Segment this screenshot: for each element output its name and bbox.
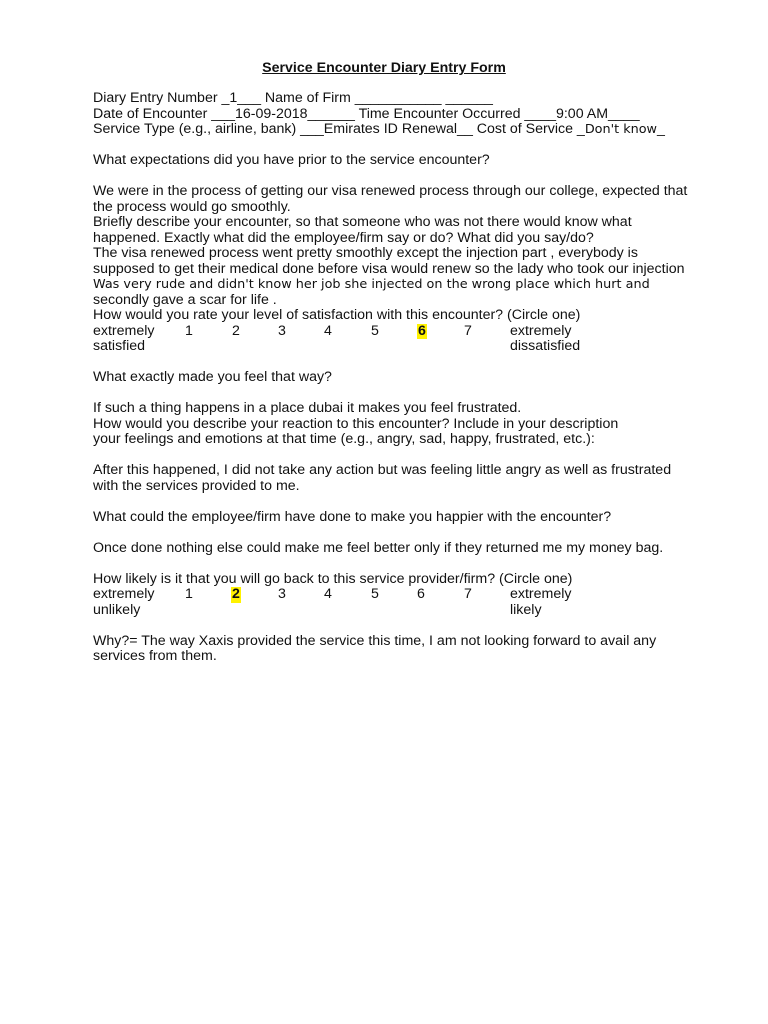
question-reaction-2: your feelings and emotions at that time (e.g., angry, sad, happy, frustrated, etc.):: [93, 431, 595, 447]
satisfaction-left-bottom: satisfied: [93, 338, 146, 354]
likelihood-option-1[interactable]: 1: [185, 586, 193, 602]
satisfaction-left-top: extremely: [93, 322, 155, 339]
answer-why-feel: If such a thing happens in a place dubai it makes you feel frustrated.: [93, 400, 522, 416]
service-type-text: Service Type (e.g., airline, bank) ___Emirates ID Renewal__ Cost of Service _: [93, 121, 585, 137]
likelihood-scale: [93, 587, 713, 618]
question-describe-2: happened. Exactly what did the employee/firm say or do? What did you say/do?: [93, 229, 594, 246]
answer-reaction-2: with the services provided to me.: [93, 477, 300, 494]
satisfaction-option-1[interactable]: 1: [185, 322, 193, 339]
cost-value: Don't know: [584, 122, 658, 137]
answer-describe-3: Was very rude and didn't know her job she injected on the wrong place which hurt and: [93, 277, 650, 292]
likelihood-left-top: extremely: [93, 586, 155, 602]
answer-why-return-2: services from them.: [93, 648, 217, 664]
question-likelihood: How likely is it that you will go back to this service provider/firm? (Circle one): [93, 570, 573, 587]
satisfaction-right-top: extremely: [510, 322, 572, 339]
form-title: Service Encounter Diary Entry Form: [262, 60, 506, 76]
satisfaction-scale: [93, 324, 713, 355]
question-satisfaction: How would you rate your level of satisfaction with this encounter? (Circle one): [93, 307, 581, 323]
question-reaction-1: How would you describe your reaction to this encounter? Include in your description: [93, 415, 619, 432]
answer-describe-1: The visa renewed process went pretty smoothly except the injection part , everybody is: [93, 245, 638, 261]
service-type-line: [93, 122, 713, 138]
likelihood-option-7[interactable]: 7: [464, 586, 472, 602]
satisfaction-option-5[interactable]: 5: [371, 322, 379, 339]
answer-improve: Once done nothing else could make me feel better only if they returned me my money bag.: [93, 539, 664, 556]
answer-reaction-1: After this happened, I did not take any action but was feeling little angry as well as frustrated: [93, 462, 672, 478]
question-expectations: What expectations did you have prior to the service encounter?: [93, 152, 490, 168]
likelihood-option-5[interactable]: 5: [371, 586, 379, 602]
answer-expectations-1: We were in the process of getting our visa renewed process through our college, expected that: [93, 183, 688, 199]
answer-describe-4: secondly gave a scar for life .: [93, 291, 277, 308]
cost-suffix: _: [657, 121, 665, 137]
answer-expectations-2: the process would go smoothly.: [93, 198, 291, 215]
likelihood-option-4[interactable]: 4: [324, 586, 332, 602]
question-describe-1: Briefly describe your encounter, so that someone who was not there would know what: [93, 214, 632, 230]
likelihood-option-3[interactable]: 3: [278, 586, 286, 602]
answer-describe-2: supposed to get their medical done before visa would renew so the lady who took our injection: [93, 260, 685, 277]
likelihood-left-bottom: unlikely: [93, 601, 141, 618]
satisfaction-option-2[interactable]: 2: [232, 322, 240, 339]
answer-why-return-1: Why?= The way Xaxis provided the service this time, I am not looking forward to avail any: [93, 632, 657, 649]
likelihood-right-top: extremely: [510, 586, 572, 602]
satisfaction-option-3[interactable]: 3: [278, 322, 286, 339]
likelihood-option-6[interactable]: 6: [417, 586, 425, 602]
question-improve: What could the employee/firm have done to make you happier with the encounter?: [93, 508, 612, 525]
likelihood-option-2-selected[interactable]: 2: [232, 586, 240, 602]
satisfaction-option-7[interactable]: 7: [464, 322, 472, 339]
diary-entry-line: Diary Entry Number _1___ Name of Firm ___________ ______: [93, 90, 493, 106]
date-time-line: Date of Encounter ___16-09-2018______ Time Encounter Occurred ____9:00 AM____: [93, 105, 640, 122]
question-why-feel: What exactly made you feel that way?: [93, 369, 332, 385]
likelihood-right-bottom: likely: [510, 601, 542, 618]
form-body: [93, 91, 713, 665]
satisfaction-option-6-selected[interactable]: 6: [418, 322, 426, 339]
satisfaction-right-bottom: dissatisfied: [510, 338, 581, 354]
satisfaction-option-4[interactable]: 4: [324, 322, 332, 339]
